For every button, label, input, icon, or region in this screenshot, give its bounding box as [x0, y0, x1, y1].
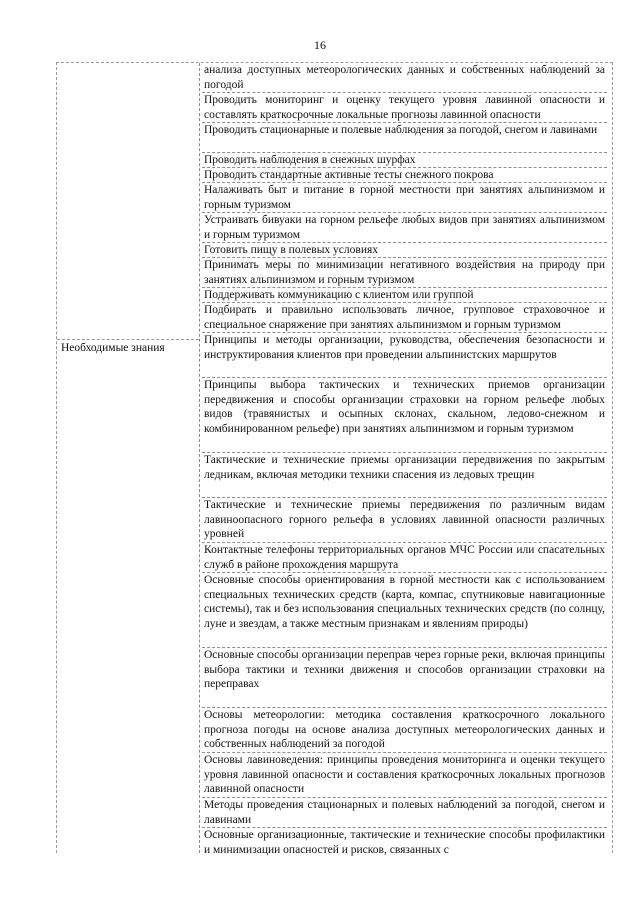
skill-cell-8: Готовить пищу в полевых условиях — [202, 243, 607, 258]
skill-cell-5: Проводить стандартные активные тесты снежного покрова — [202, 168, 607, 183]
knowledge-cell-11: Основные организационные, тактические и технические способы профилактики и минимизации опасностей и рисков, связанных с — [204, 829, 605, 856]
knowledge-cell-9: Основы лавиноведения: принципы проведения мониторинга и оценки текущего уровня лавинной опасности и составления краткосрочных локальных прогнозов лавинной опасности — [202, 753, 607, 798]
skill-cell-1: анализа доступных метеорологических данных и собственных наблюдений за погодой — [202, 63, 607, 93]
skill-cell-10: Поддерживать коммуникацию с клиентом или группой — [202, 288, 607, 303]
skill-cell-9: Принимать меры по минимизации негативного воздействия на природу при занятиях альпинизмом и горным туризмом — [202, 258, 607, 288]
skills-label-cell — [57, 63, 199, 339]
knowledge-cell-4: Тактические и технические приемы передвижения по различным видам лавиноопасного горного рельефа в условиях лавинной опасности различных уровней — [202, 498, 607, 543]
knowledge-cell-3: Тактические и технические приемы организации передвижения по закрытым ледникам, включая методики техники спасения из ледовых трещин — [202, 453, 607, 498]
skill-cell-4: Проводить наблюдения в снежных шурфах — [202, 153, 607, 168]
requirements-table — [56, 62, 613, 856]
knowledge-cell-5: Контактные телефоны территориальных органов МЧС России или спасательных служб в районе прохождения маршрута — [202, 543, 607, 573]
knowledge-cell-2: Принципы выбора тактических и технических приемов организации передвижения и способы организации страховки на горном рельефе любых видов (травянистых и осыпных склонах, скальном, ледово-снежном и комбинированном рельефе) при занятиях альпинизмом и горным туризмом — [202, 378, 607, 453]
knowledge-cell-7: Основные способы организации переправ через горные реки, включая принципы выбора тактики и техники движения и способов организации страховки на переправах — [202, 648, 607, 708]
skill-cell-2: Проводить мониторинг и оценку текущего уровня лавинной опасности и составлять краткосрочные локальные прогнозы лавинной опасности — [202, 93, 607, 123]
knowledge-cell-8: Основы метеорологии: методика составления краткосрочного локального прогноза погоды на основе анализа доступных метеорологических данных и собственных наблюдений за погодой — [202, 708, 607, 753]
knowledge-cell-6: Основные способы ориентирования в горной местности как с использованием специальных технических средств (карта, компас, спутниковые навигационные системы), так и без использования специальных технических средств (по солнцу, луне и звездам, а также местным признакам и явлениям природы) — [202, 573, 607, 648]
skill-cell-11: Подбирать и правильно использовать личное, групповое страховочное и специальное снаряжение при занятиях альпинизмом и горным туризмом — [202, 303, 607, 333]
skill-cell-3: Проводить стационарные и полевые наблюдения за погодой, снегом и лавинами — [202, 123, 607, 153]
column-divider — [199, 63, 200, 853]
skill-cell-6: Налаживать быт и питание в горной местности при занятиях альпинизмом и горным туризмом — [202, 183, 607, 213]
page-number: 16 — [314, 38, 326, 52]
knowledge-label-cell: Необходимые знания — [57, 339, 199, 841]
knowledge-cell-10: Методы проведения стационарных и полевых наблюдений за погодой, снегом и лавинами — [202, 798, 607, 828]
knowledge-cell-1: Принципы и методы организации, руководства, обеспечения безопасности и инструктирования клиентов при проведении альпинистских маршрутов — [202, 333, 607, 378]
requirements-cells — [202, 63, 607, 860]
skill-cell-7: Устраивать бивуаки на горном рельефе любых видов при занятиях альпинизмом и горным туризмом — [202, 213, 607, 243]
